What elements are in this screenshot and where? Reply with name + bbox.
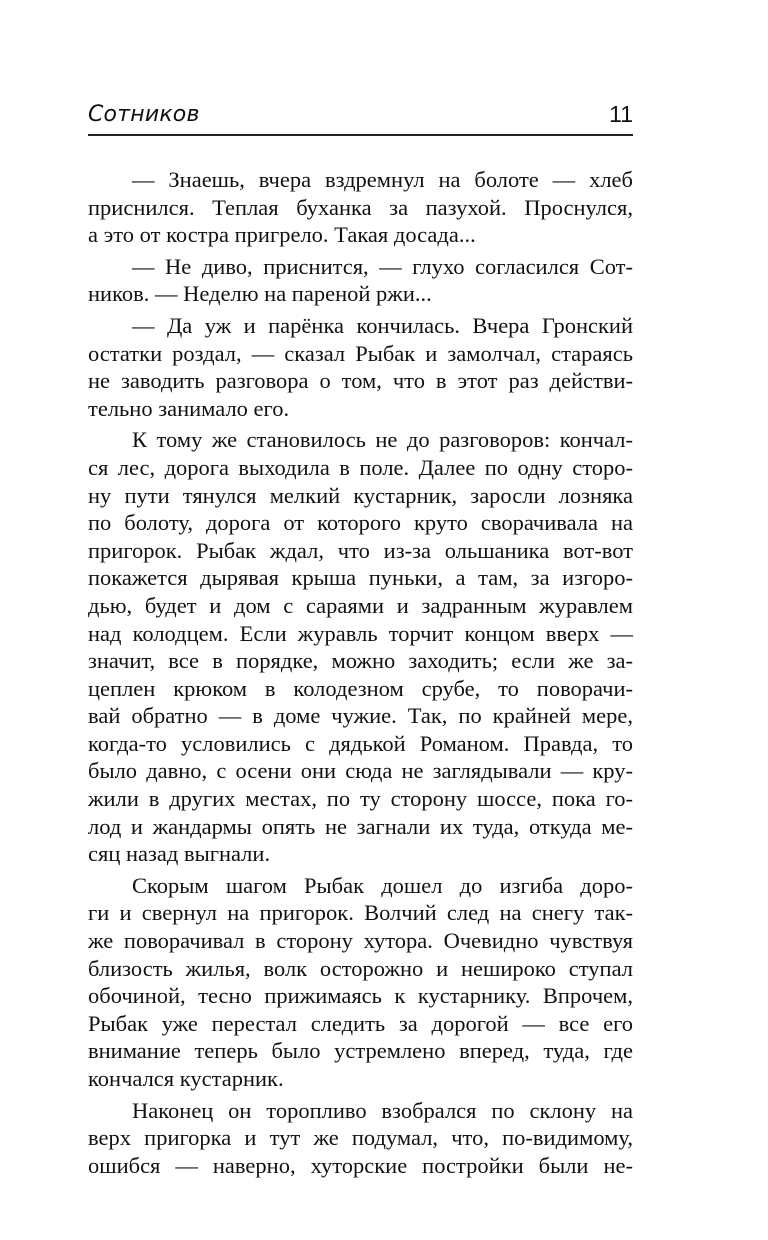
text-line: обочиной, тесно прижимаясь к кустарнику. Впрочем, xyxy=(88,983,633,1009)
text-line: кончался кустарник. xyxy=(88,1066,284,1091)
text-line: внимание теперь было устремлено вперед, туда, где xyxy=(88,1038,633,1064)
text-line: а это от костра пригрело. Такая досада... xyxy=(88,222,476,248)
text-line: ся лес, дорога выходила в поле. Далее по одну сторо- xyxy=(88,454,633,480)
text-line: лод и жандармы опять не загнали их туда, откуда ме- xyxy=(88,813,633,839)
text-line: ну пути тянулся мелкий кустарник, заросли лозняка xyxy=(88,482,633,508)
text-line: близость жилья, волк осторожно и неширoко ступал xyxy=(88,955,633,981)
text-line: ошибся — наверно, хуторские постройки были не- xyxy=(88,1152,633,1178)
text-line: было давно, с осени они сюда не заглядывали — кру- xyxy=(88,758,633,784)
text-line: ги и свернул на пригорок. Волчий след на снегу так- xyxy=(88,900,633,926)
running-title: Сотников xyxy=(88,102,200,127)
text-line: Скорым шагом Рыбак дошел до изгиба доро- xyxy=(132,872,633,898)
text-line: ников. — Неделю на пареной ржи... xyxy=(88,281,432,307)
text-line: — Знаешь, вчера вздремнул на болоте — хлеб xyxy=(132,167,633,192)
text-line: значит, все в порядке, можно заходить; если же за- xyxy=(88,648,633,674)
text-line: покажется дырявая крыша пуньки, а там, за изгоро- xyxy=(88,565,633,591)
text-line: вай обратно — в доме чужие. Так, по крайней мере, xyxy=(88,703,633,729)
text-line: по болоту, дорога от которого круто сворачивала на xyxy=(88,510,633,536)
text-line: приснился. Теплая буханка за пазухой. Проснулся, xyxy=(88,194,633,220)
paragraph xyxy=(88,872,633,1093)
text-line: не заводить разговора о том, что в этот раз действи- xyxy=(88,368,633,394)
text-line: когда-то условились с дядькой Романом. Правда, то xyxy=(88,730,633,756)
text-line: — Не диво, приснится, — глухо согласился Сот- xyxy=(132,253,633,279)
paragraph xyxy=(88,426,633,868)
text-line: же поворачивал в сторону хутора. Очевидно чувствуя xyxy=(88,928,633,954)
text-line: Наконец он торопливо взобрался по склону на xyxy=(132,1097,633,1123)
text-line: тельно занимало его. xyxy=(88,395,290,421)
text-line: — Да уж и парёнка кончилась. Вчера Гронский xyxy=(132,312,633,338)
text-line: Рыбак уже перестал следить за дорогой — все его xyxy=(88,1010,633,1036)
text-line: пригорок. Рыбак ждал, что из-за ольшаника вот-вот xyxy=(88,537,633,563)
paragraph xyxy=(88,253,633,308)
running-header xyxy=(88,100,633,136)
text-line: над колодцем. Если журавль торчит концом вверх — xyxy=(88,620,633,646)
body-text xyxy=(88,166,633,1179)
text-line: остатки роздал, — сказал Рыбак и замолчал, стараясь xyxy=(88,340,633,366)
page-number: 11 xyxy=(609,101,633,127)
text-line: дью, будет и дом с сараями и задранным журавлем xyxy=(88,592,633,618)
text-line: жили в других местах, по ту сторону шоссе, пока го- xyxy=(88,786,633,812)
text-line: верх пригорка и тут же подумал, что, по-видимому, xyxy=(88,1125,633,1151)
text-line: сяц назад выгнали. xyxy=(88,841,271,867)
paragraph xyxy=(88,312,633,422)
paragraph xyxy=(88,166,633,249)
text-line: цеплен крюком в колодезном срубе, то поворачи- xyxy=(88,675,633,701)
text-line: К тому же становилось не до разговоров: кончал- xyxy=(132,427,633,453)
paragraph xyxy=(88,1097,633,1180)
